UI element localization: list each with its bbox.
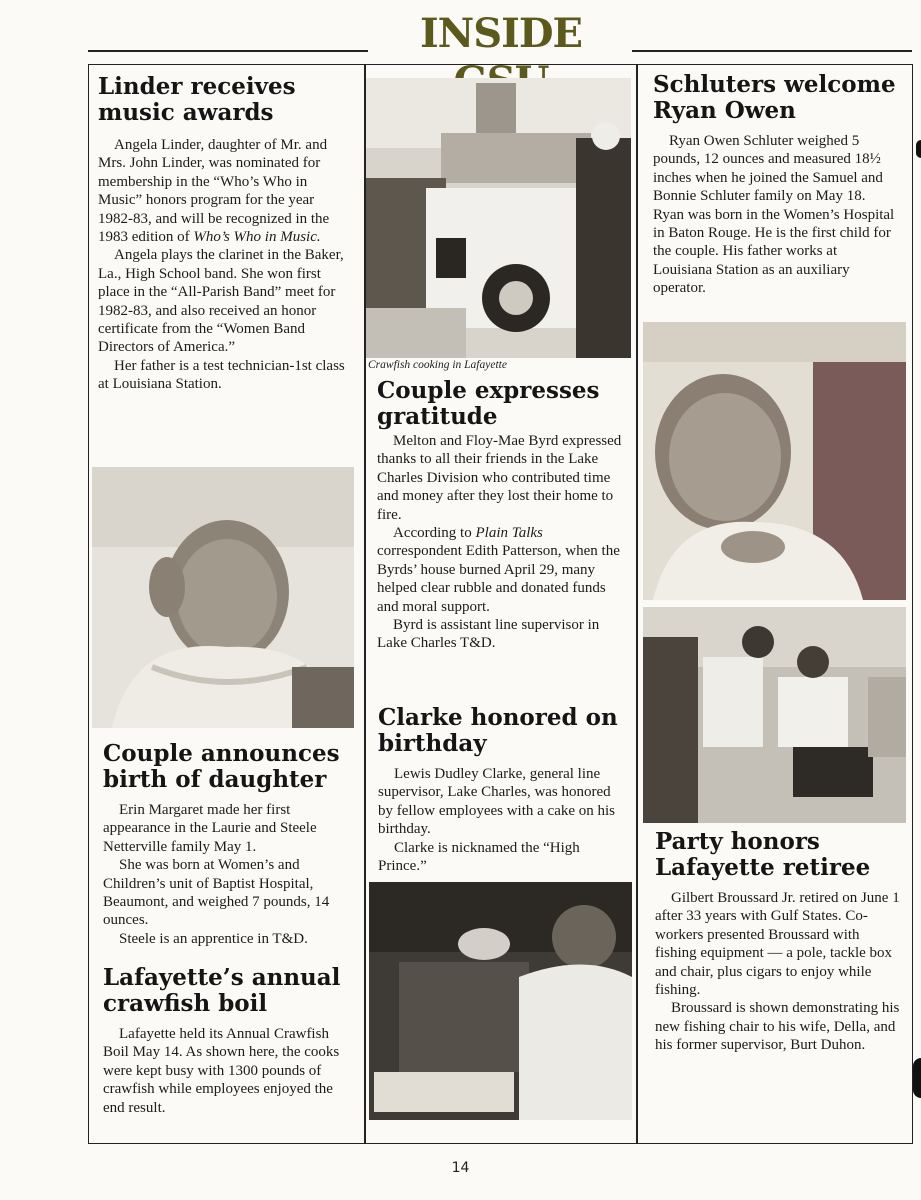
byrd-p2-text-b: correspondent Edith Patterson, when the Byrds’ house burned April 29, many helped clear rubble and donated funds and moral support. xyxy=(377,543,620,615)
photo-crawfish-cooking xyxy=(366,78,631,358)
broussard-paragraph-1: Gilbert Broussard Jr. retired on June 1 after 33 years with Gulf States. Co-workers presented Broussard with fishing equipment — a pole, tackle box and chair, plus cigars to enjoy while fishing. xyxy=(655,890,900,999)
binder-mark-top xyxy=(916,140,921,158)
photo-baby-erin xyxy=(92,467,354,728)
byrd-p2-text-a: According to xyxy=(393,525,476,542)
clarke-paragraph-2: Clarke is nicknamed the “High Prince.” xyxy=(378,839,580,875)
linder-paragraph-1 xyxy=(98,136,350,246)
caption-crawfish-photo: Crawfish cooking in Lafayette xyxy=(368,359,507,371)
broussard-paragraph-2: Broussard is shown demonstrating his new fishing chair to his wife, Della, and his former supervisor, Burt Duhon. xyxy=(655,1000,900,1054)
headline-broussard: Party honors Lafayette retiree xyxy=(655,828,871,881)
article-netterville xyxy=(103,741,348,948)
photo-baby-ryan xyxy=(643,322,906,600)
retirement-party-image xyxy=(643,607,906,823)
headline-linder: Linder receives music awards xyxy=(98,73,296,126)
linder-paragraph-2: Angela plays the clarinet in the Baker, La., High School band. She won first place in the “All-Parish Band” meet for 1982-83, and also received an honor certificate from the “Women Band Directors of America.” xyxy=(98,247,344,356)
article-schluter xyxy=(653,72,898,298)
headline-schluter: Schluters welcome Ryan Owen xyxy=(653,71,896,124)
byrd-paragraph-3: Byrd is assistant line supervisor in Lake Charles T&D. xyxy=(377,617,600,652)
masthead-rule-right xyxy=(632,50,912,52)
page-number: 14 xyxy=(451,1160,470,1176)
photo-retirement-party xyxy=(643,607,906,823)
schluter-paragraph-1: Ryan Owen Schluter weighed 5 pounds, 12 ounces and measured 18½ inches when he joined the Samuel and Bonnie Schluter family on May 18. Ryan was born in the Women’s Hospital in Baton Rouge. He is the first child for the couple. His father works at Louisiana Station as an auxiliary operator. xyxy=(653,133,895,297)
linder-p1-italic: Who’s Who in Music. xyxy=(193,229,321,246)
byrd-paragraph-1: Melton and Floy-Mae Byrd expressed thanks to all their friends in the Lake Charles Division who contributed time and money after they lost their home to fire. xyxy=(377,433,622,523)
headline-crawfish: Lafayette’s annual crawfish boil xyxy=(103,964,341,1017)
linder-paragraph-3: Her father is a test technician-1st class at Louisiana Station. xyxy=(98,357,345,393)
article-broussard xyxy=(655,829,900,1055)
baby-ryan-image xyxy=(643,322,906,600)
clarke-cake-image xyxy=(369,882,632,1120)
clarke-paragraph-1: Lewis Dudley Clarke, general line supervisor, Lake Charles, was honored by fellow employees with a cake on his birthday. xyxy=(378,766,616,838)
article-linder xyxy=(98,74,350,394)
article-byrd xyxy=(377,378,622,653)
headline-netterville: Couple announces birth of daughter xyxy=(103,740,340,793)
netterville-paragraph-3: Steele is an apprentice in T&D. xyxy=(119,930,308,947)
byrd-p2-italic: Plain Talks xyxy=(475,525,543,542)
byrd-paragraph-2 xyxy=(377,524,622,616)
baby-erin-image xyxy=(92,467,354,728)
column-divider-2 xyxy=(636,64,638,1144)
netterville-paragraph-2: She was born at Women’s and Children’s unit of Baptist Hospital, Beaumont, and weighed 7 pounds, 14 ounces. xyxy=(103,857,330,929)
photo-clarke-cake xyxy=(369,882,632,1120)
masthead-rule-left xyxy=(88,50,368,52)
masthead-title: INSIDE xyxy=(419,10,583,57)
article-clarke xyxy=(378,705,623,875)
binder-mark-bottom xyxy=(913,1058,921,1098)
headline-clarke: Clarke honored on birthday xyxy=(378,704,618,757)
crawfish-paragraph-1: Lafayette held its Annual Crawfish Boil May 14. As shown here, the cooks were kept busy with 1300 pounds of crawfish while employees enjoyed the end result. xyxy=(103,1026,340,1116)
linder-p1-text: Angela Linder, daughter of Mr. and Mrs. John Linder, was nominated for membership in the “Who’s Who in Music” honors program for the year 1982-83, and will be recognized in the 1983 edition of xyxy=(98,137,330,246)
masthead xyxy=(0,8,921,60)
crawfish-truck-image xyxy=(366,78,631,358)
article-crawfish xyxy=(103,965,348,1117)
headline-byrd: Couple expresses gratitude xyxy=(377,377,600,430)
netterville-paragraph-1: Erin Margaret made her first appearance in the Laurie and Steele Netterville family May 1. xyxy=(103,802,317,855)
